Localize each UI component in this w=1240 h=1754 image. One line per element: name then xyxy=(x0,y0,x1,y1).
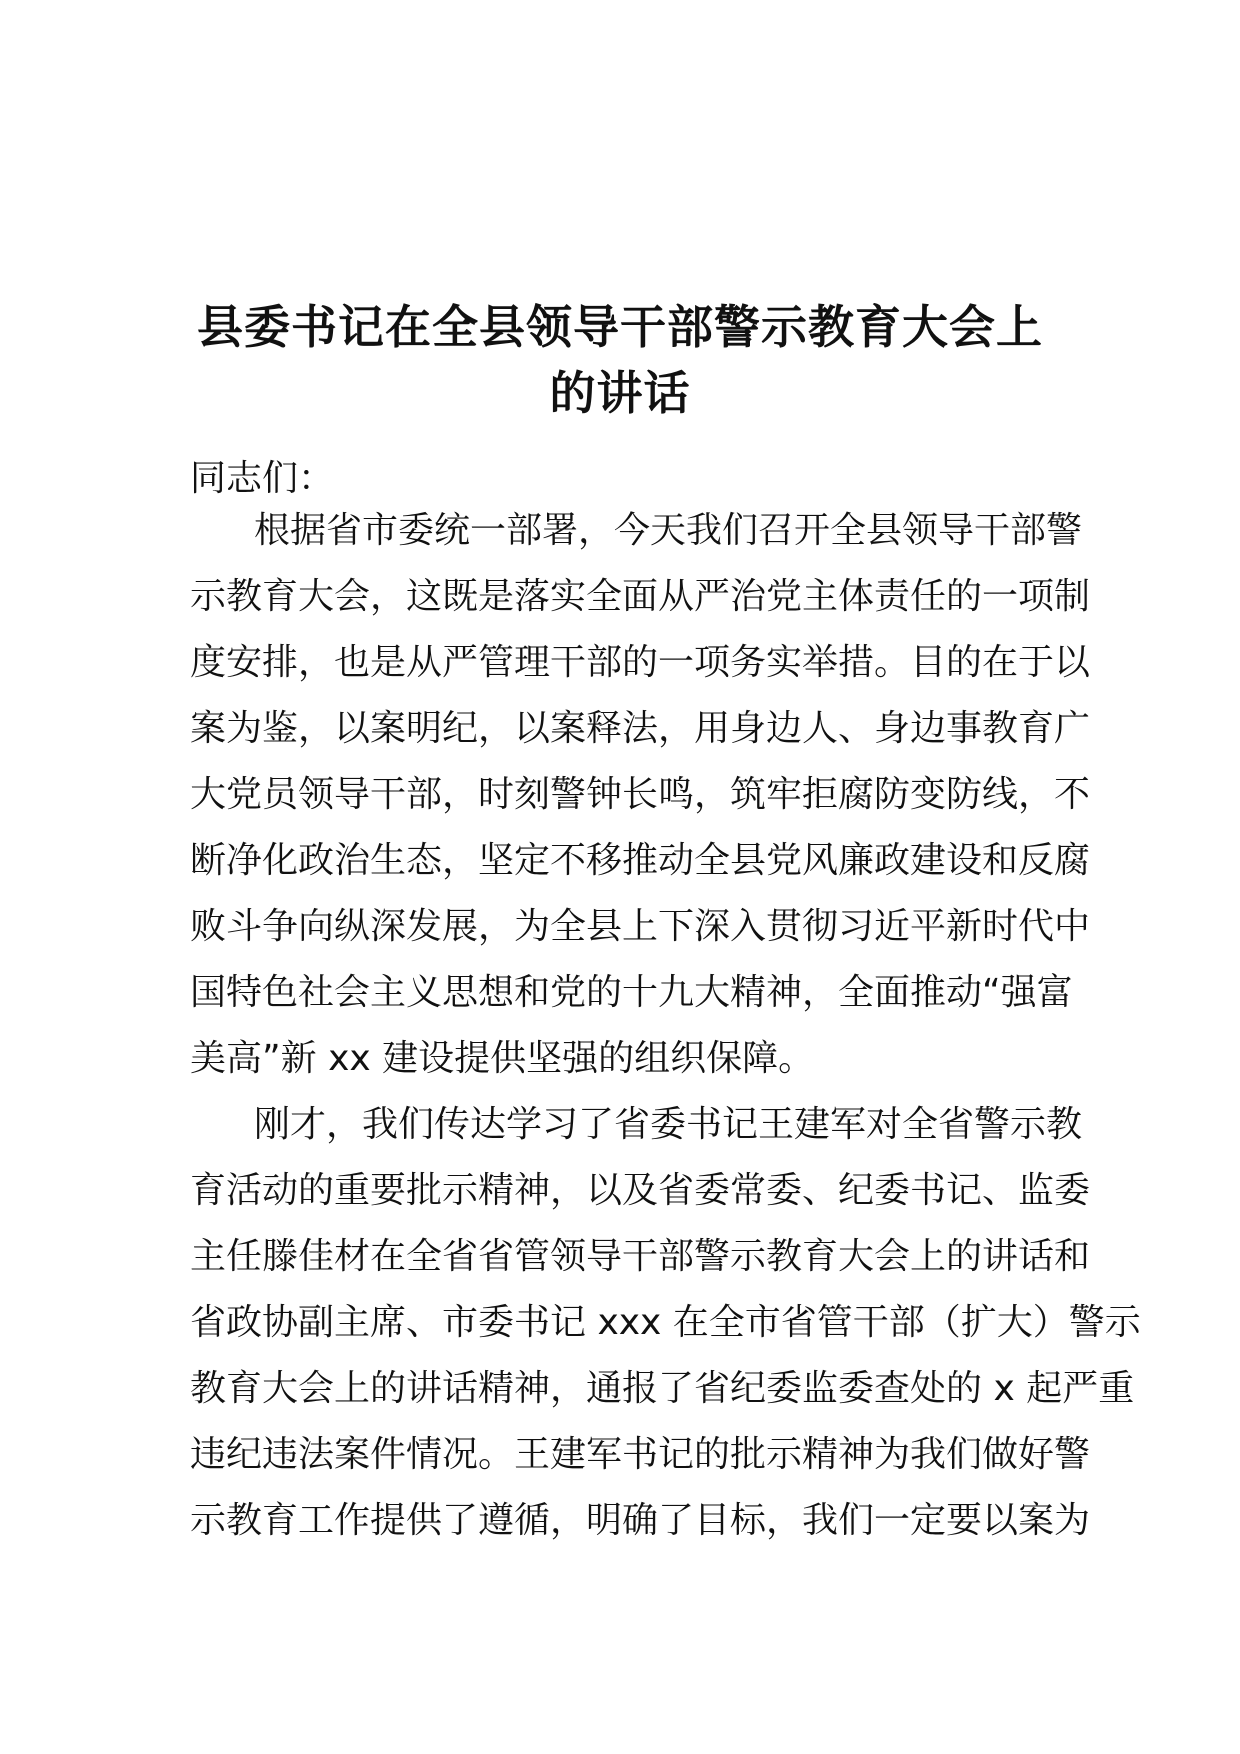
paragraph-1-line-3: 度安排，也是从严管理干部的一项务实举措。目的在于以 xyxy=(190,642,1091,683)
salutation: 同志们： xyxy=(190,458,335,499)
paragraph-2-line-2: 育活动的重要批示精神，以及省委常委、纪委书记、监委 xyxy=(190,1170,1091,1211)
paragraph-1-line-1: 根据省市委统一部署，今天我们召开全县领导干部警 xyxy=(254,510,1083,551)
paragraph-2-line-7: 示教育工作提供了遵循，明确了目标，我们一定要以案为 xyxy=(190,1500,1091,1541)
paragraph-2-line-4: 省政协副主席、市委书记 xxx 在全市省管干部（扩大）警示 xyxy=(190,1302,1141,1343)
paragraph-1-line-8: 国特色社会主义思想和党的十九大精神，全面推动“强富 xyxy=(190,972,1073,1013)
paragraph-1-line-9: 美高”新 xx 建设提供坚强的组织保障。 xyxy=(190,1038,815,1079)
paragraph-1-line-4: 案为鉴，以案明纪，以案释法，用身边人、身边事教育广 xyxy=(190,708,1091,749)
document-title-line-2: 的讲话 xyxy=(549,366,691,420)
paragraph-2-line-5: 教育大会上的讲话精神，通报了省纪委监委查处的 x 起严重 xyxy=(190,1368,1135,1409)
document-title-line-1: 县委书记在全县领导干部警示教育大会上 xyxy=(197,300,1043,354)
paragraph-1-line-2: 示教育大会，这既是落实全面从严治党主体责任的一项制 xyxy=(190,576,1091,617)
paragraph-1-line-5: 大党员领导干部，时刻警钟长鸣，筑牢拒腐防变防线，不 xyxy=(190,774,1091,815)
paragraph-2-line-3: 主任滕佳材在全省省管领导干部警示教育大会上的讲话和 xyxy=(190,1236,1091,1277)
paragraph-1-line-6: 断净化政治生态，坚定不移推动全县党风廉政建设和反腐 xyxy=(190,840,1091,881)
paragraph-2-line-6: 违纪违法案件情况。王建军书记的批示精神为我们做好警 xyxy=(190,1434,1091,1475)
paragraph-1-line-7: 败斗争向纵深发展，为全县上下深入贯彻习近平新时代中 xyxy=(190,906,1091,947)
paragraph-2-line-1: 刚才，我们传达学习了省委书记王建军对全省警示教 xyxy=(254,1104,1083,1145)
